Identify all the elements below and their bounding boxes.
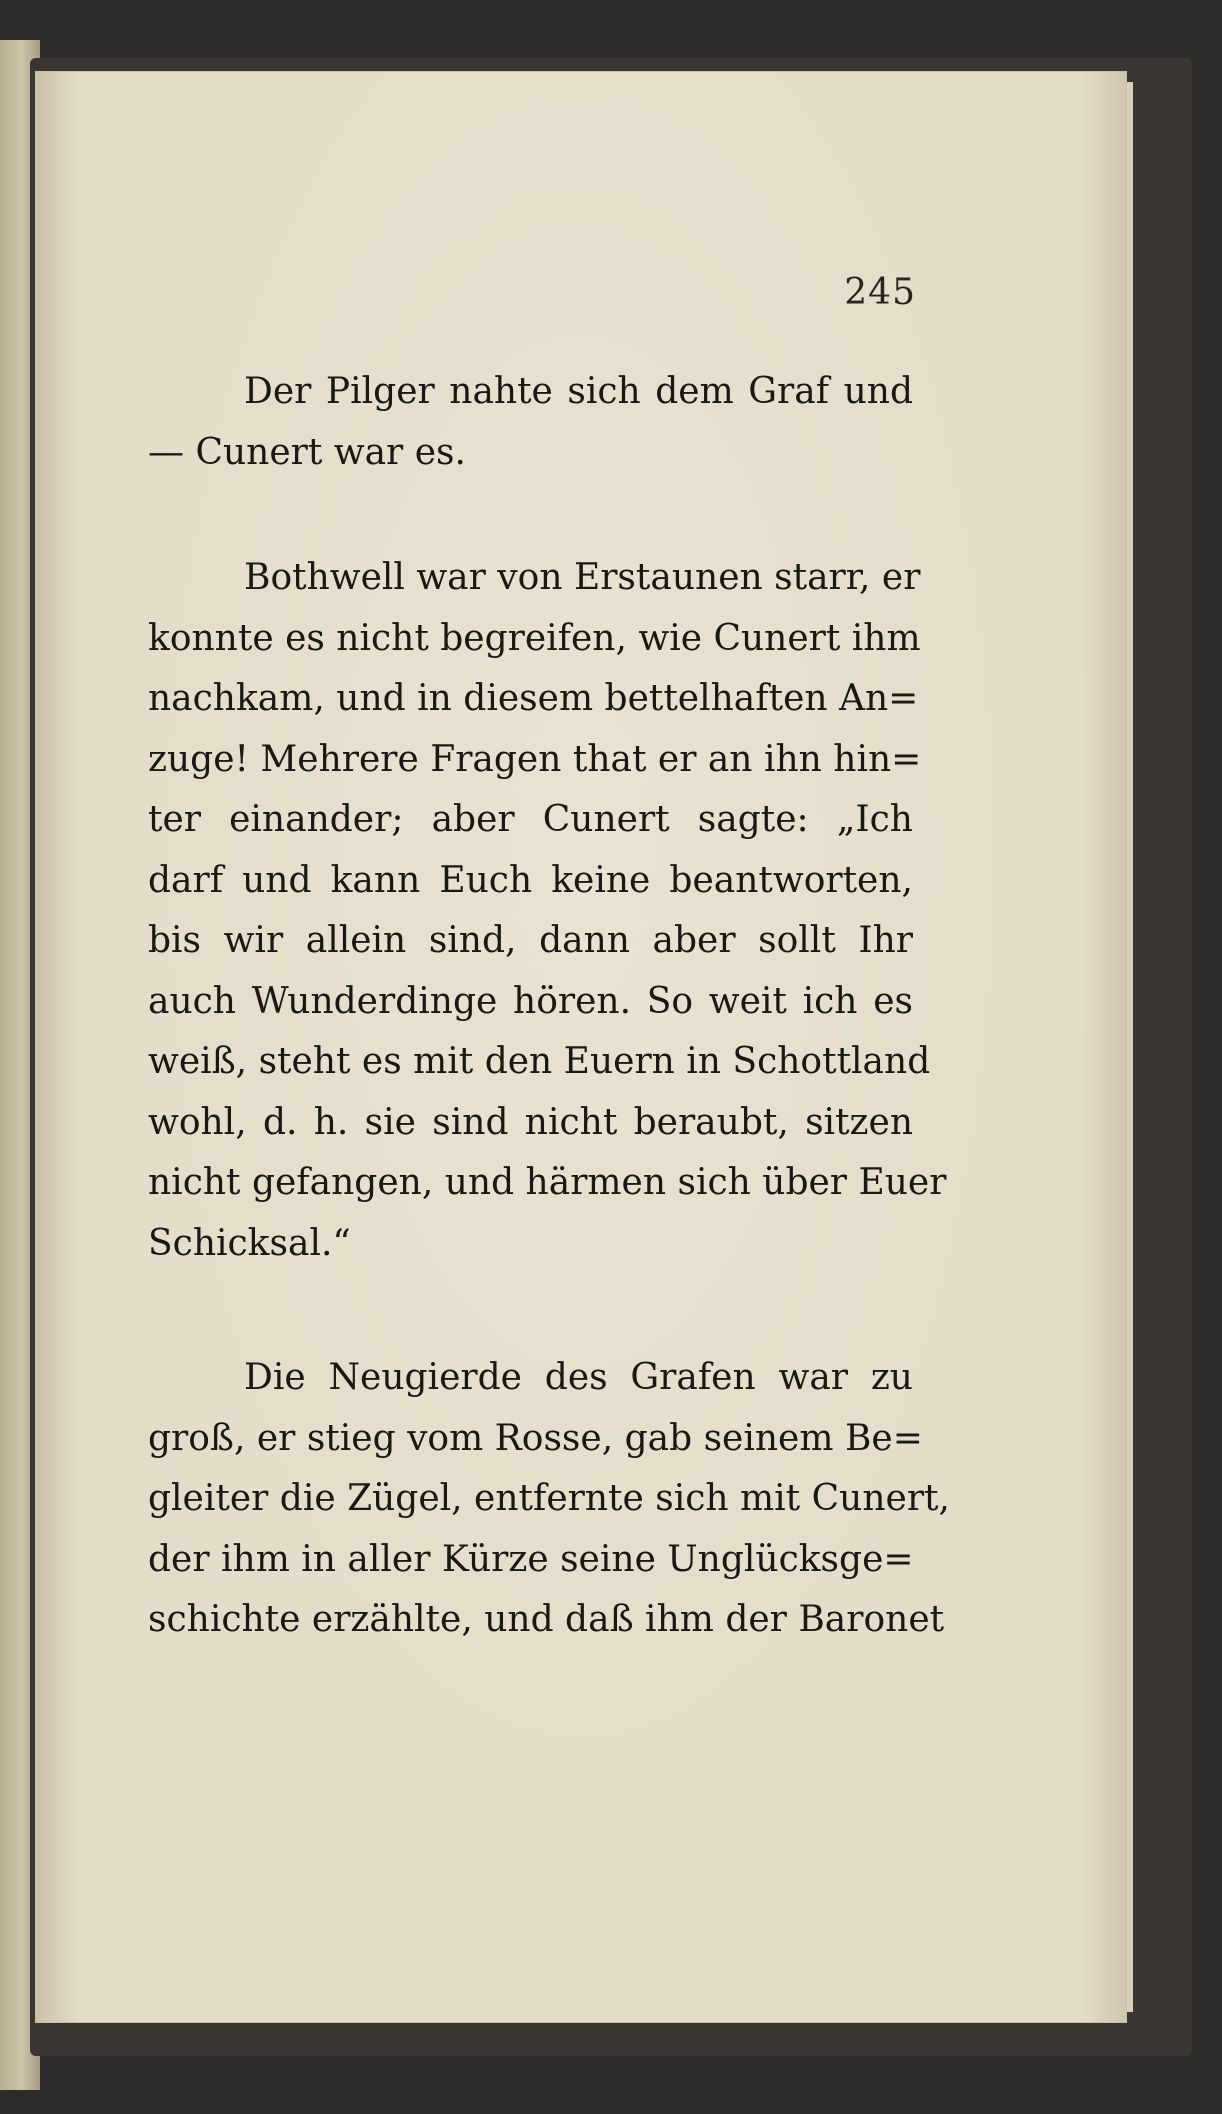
text-line: gleiter die Zügel, entfernte sich mit Cunert, (148, 1478, 950, 1519)
text-line: Der Pilger nahte sich dem Graf und (244, 371, 913, 412)
page-number: 245 (844, 272, 916, 313)
paragraph-2 (148, 548, 947, 1274)
text-line: zuge! Mehrere Fragen that er an ihn hin= (148, 738, 922, 780)
text-line: darf und kann Euch keine beantworten, (148, 859, 913, 901)
text-line: auch Wunderdinge hören. So weit ich es (148, 980, 913, 1022)
text-line: nicht gefangen, und härmen sich über Euer (148, 1162, 947, 1203)
paragraph-1 (148, 362, 913, 483)
text-line: Die Neugierde des Grafen war zu (244, 1357, 913, 1398)
text-line: weiß, steht es mit den Euern in Schottland (148, 1041, 931, 1082)
text-line: Schicksal.“ (148, 1222, 351, 1264)
text-line: bis wir allein sind, dann aber sollt Ihr (148, 920, 913, 961)
text-line: der ihm in aller Kürze seine Unglücksge= (148, 1538, 914, 1580)
text-line: groß, er stieg vom Rosse, gab seinem Be= (148, 1417, 923, 1459)
paragraph-3 (148, 1348, 950, 1651)
text-line: — Cunert war es. (148, 431, 466, 473)
text-line: schichte erzählte, und daß ihm der Baronet (148, 1599, 945, 1640)
text-line: wohl, d. h. sie sind nicht beraubt, sitzen (148, 1101, 913, 1143)
text-line: Bothwell war von Erstaunen starr, er (244, 557, 921, 598)
text-line: konnte es nicht begreifen, wie Cunert ihm (148, 617, 921, 659)
text-line: ter einander; aber Cunert sagte: „Ich (148, 799, 913, 840)
text-line: nachkam, und in diesem bettelhaften An= (148, 678, 919, 719)
